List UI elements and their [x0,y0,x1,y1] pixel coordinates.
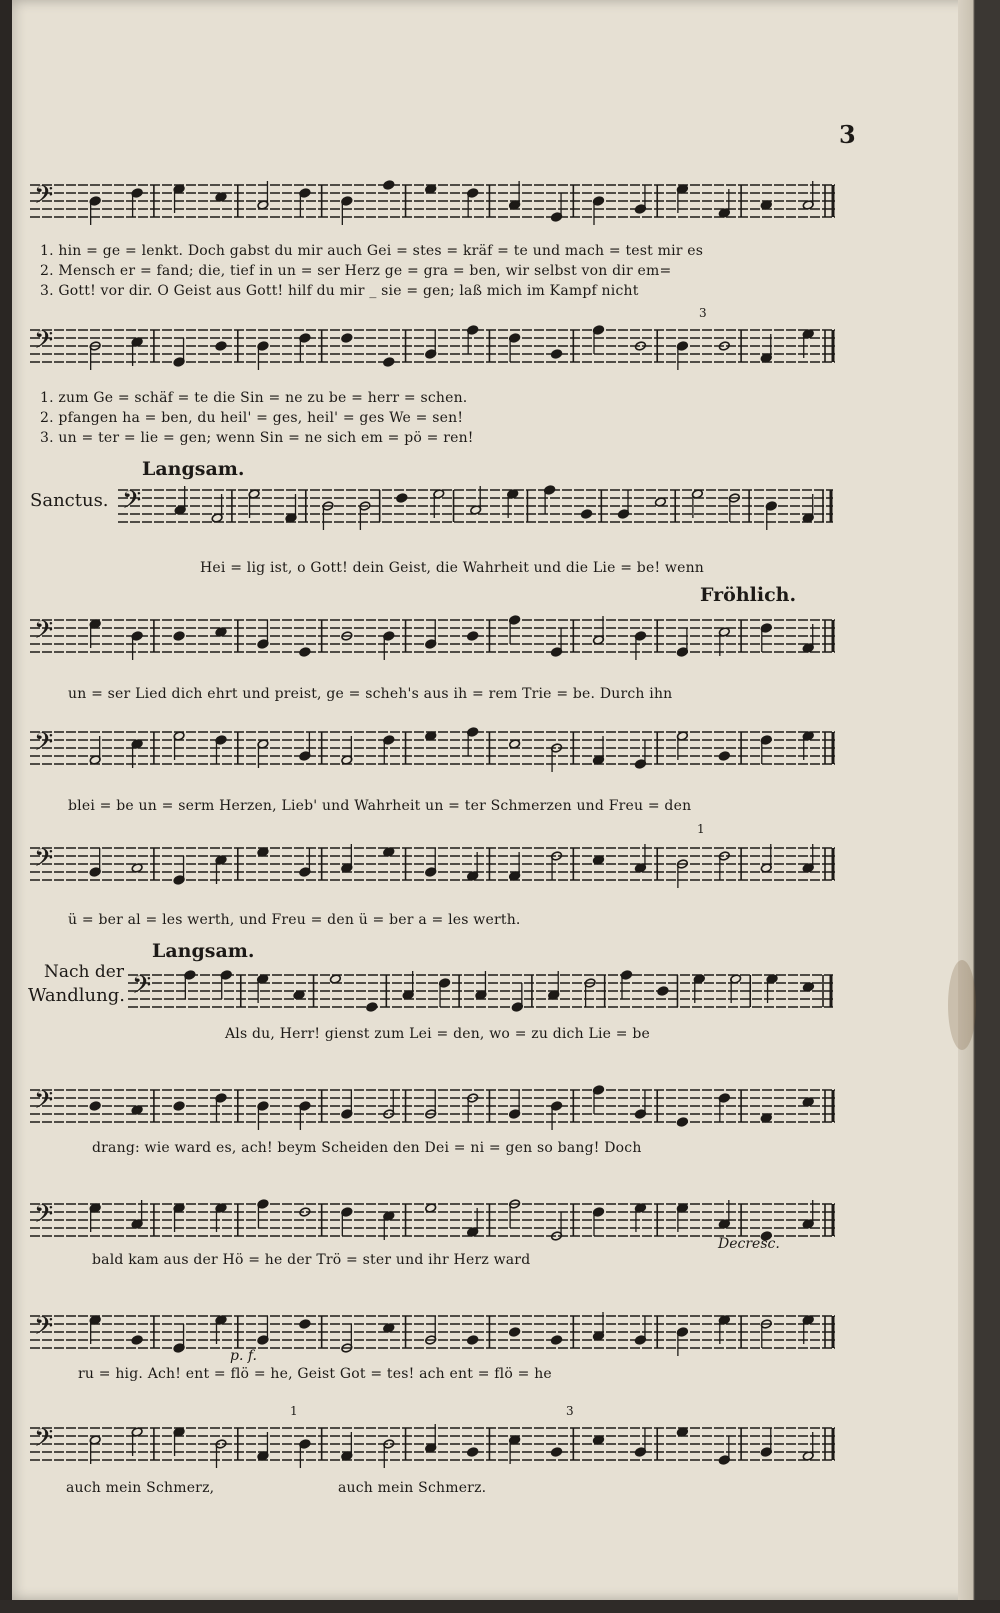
book-binding-left [0,0,12,1613]
svg-text:𝄢: 𝄢 [132,971,152,1006]
lyric-line-7: Als du, Herr! gienst zum Lei = den, wo = zu dich Lie = be [225,1026,651,1042]
svg-text:𝄢: 𝄢 [34,1312,54,1347]
page-edge-bottom [0,1600,1000,1613]
svg-text:𝄢: 𝄢 [34,728,54,763]
lyric-line-1-verse-2: 2. Mensch er = fand; die, tief in un = ser Herz ge = gra = ben, wir selbst von dir em= [40,263,672,279]
svg-text:𝄢: 𝄢 [122,486,142,521]
music-staff-11 [30,1418,835,1473]
section-title-nach-der: Nach der [44,962,124,982]
dynamic-p-f: p. f. [230,1348,257,1364]
lyric-line-4: un = ser Lied dich ehrt und preist, ge = scheh's aus ih = rem Trie = be. Durch ihn [68,686,673,702]
lyric-line-1-verse-3: 3. Gott! vor dir. O Geist aus Gott! hilf du mir _ sie = gen; laß mich im Kampf nicht [40,283,639,299]
music-staff-7 [128,965,833,1020]
paper-stain [948,960,976,1050]
music-staff-10 [30,1306,835,1361]
music-staff-6 [30,838,835,893]
lyric-line-10: ru = hig. Ach! ent = flö = he, Geist Got = tes! ach ent = flö = he [78,1366,552,1382]
svg-text:𝄢: 𝄢 [34,181,54,216]
page-edge-right [958,0,1000,1613]
lyric-line-2-verse-3: 3. un = ter = lie = gen; wenn Sin = ne sich em = pö = ren! [40,430,474,446]
triplet-mark: 3 [699,306,707,320]
lyric-line-2-verse-2: 2. pfangen ha = ben, du heil' = ges, heil' = ges We = sen! [40,410,464,426]
svg-text:𝄢: 𝄢 [34,1200,54,1235]
lyric-line-11a: auch mein Schmerz, [66,1480,215,1496]
music-staff-4 [30,610,835,665]
music-staff-5 [30,722,835,777]
svg-text:𝄢: 𝄢 [34,844,54,879]
lyric-line-6: ü = ber al = les werth, und Freu = den ü = ber a = les werth. [68,912,521,928]
lyric-line-3: Hei = lig ist, o Gott! dein Geist, die Wahrheit und die Lie = be! wenn [200,560,705,576]
lyric-line-5: blei = be un = serm Herzen, Lieb' und Wahrheit un = ter Schmerzen und Freu = den [68,798,692,814]
svg-text:𝄢: 𝄢 [34,616,54,651]
lyric-line-11b: auch mein Schmerz. [338,1480,487,1496]
rest-count-1: 1 [697,822,705,836]
dynamic-decresc: Decresc. [718,1236,780,1252]
page-number: 3 [839,120,856,149]
music-staff-2 [30,320,835,375]
tempo-marking-froehlich: Fröhlich. [700,584,797,606]
svg-text:𝄢: 𝄢 [34,1424,54,1459]
lyric-line-1-verse-1: 1. hin = ge = lenkt. Doch gabst du mir auch Gei = stes = kräf = te und mach = test mir es [40,243,704,259]
section-title-sanctus: Sanctus. [30,490,109,511]
section-title-wandlung: Wandlung. [28,985,125,1006]
svg-text:𝄢: 𝄢 [34,1086,54,1121]
tempo-marking-langsam-2: Langsam. [152,940,255,962]
music-staff-8 [30,1080,835,1135]
tempo-marking-langsam: Langsam. [142,458,245,480]
music-staff-1 [30,175,835,230]
rest-count-3: 3 [566,1404,574,1418]
lyric-line-9: bald kam aus der Hö = he der Trö = ster und ihr Herz ward [92,1252,531,1268]
lyric-line-8: drang: wie ward es, ach! beym Scheiden den Dei = ni = gen so bang! Doch [92,1140,642,1156]
music-staff-9 [30,1194,835,1249]
music-staff-3 [118,480,833,535]
lyric-line-2-verse-1: 1. zum Ge = schäf = te die Sin = ne zu be = herr = schen. [40,390,468,406]
svg-text:𝄢: 𝄢 [34,326,54,361]
rest-count-1-b: 1 [290,1404,298,1418]
